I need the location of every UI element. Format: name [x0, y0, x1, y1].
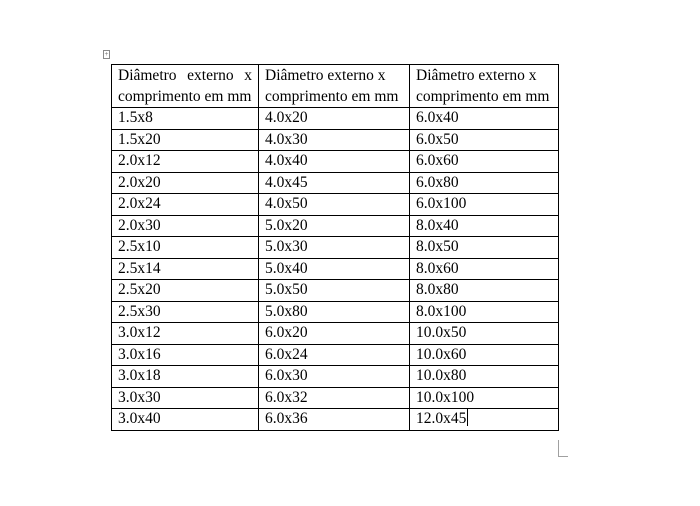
table-cell[interactable]: 8.0x80 [410, 280, 559, 302]
table-cell[interactable]: 5.0x40 [259, 258, 410, 280]
header-cell-1[interactable]: Diâmetro externo x comprimento em mm [112, 65, 259, 108]
table-cell[interactable]: 6.0x24 [259, 344, 410, 366]
table-header-row [112, 65, 559, 108]
table-cell[interactable]: 8.0x60 [410, 258, 559, 280]
table-cell[interactable]: 3.0x40 [112, 409, 259, 431]
table-cell[interactable]: 2.0x20 [112, 172, 259, 194]
table-row [112, 366, 559, 388]
table-cell[interactable]: 2.0x30 [112, 215, 259, 237]
table-cell[interactable]: 1.5x8 [112, 108, 259, 130]
table-cell[interactable]: 6.0x60 [410, 151, 559, 173]
table-cell[interactable]: 10.0x100 [410, 387, 559, 409]
table-cell[interactable]: 6.0x100 [410, 194, 559, 216]
table-move-handle-icon[interactable]: + [104, 50, 109, 58]
table-row [112, 301, 559, 323]
table-row [112, 387, 559, 409]
table-cell[interactable]: 2.0x24 [112, 194, 259, 216]
table-cell[interactable]: 10.0x80 [410, 366, 559, 388]
text-cursor [467, 409, 468, 426]
table-cell[interactable]: 5.0x20 [259, 215, 410, 237]
table-cell[interactable]: 3.0x16 [112, 344, 259, 366]
table-cell[interactable]: 4.0x20 [259, 108, 410, 130]
table-cell[interactable]: 1.5x20 [112, 129, 259, 151]
table-row [112, 194, 559, 216]
table-cell[interactable]: 4.0x30 [259, 129, 410, 151]
table-cell[interactable]: 6.0x20 [259, 323, 410, 345]
table-row [112, 344, 559, 366]
table-cell[interactable]: 5.0x50 [259, 280, 410, 302]
table-cell[interactable]: 2.5x10 [112, 237, 259, 259]
table-cell[interactable]: 2.0x12 [112, 151, 259, 173]
table-row [112, 215, 559, 237]
table-cell[interactable]: 6.0x36 [259, 409, 410, 431]
table-cell[interactable]: 3.0x30 [112, 387, 259, 409]
table-row [112, 108, 559, 130]
table-cell[interactable]: 8.0x100 [410, 301, 559, 323]
table-row [112, 258, 559, 280]
table-cell[interactable]: 4.0x40 [259, 151, 410, 173]
table-cell[interactable]: 2.5x30 [112, 301, 259, 323]
table-cell[interactable]: 6.0x40 [410, 108, 559, 130]
table-cell[interactable]: 8.0x50 [410, 237, 559, 259]
table-cell[interactable]: 4.0x50 [259, 194, 410, 216]
header-cell-2[interactable]: Diâmetro externo x comprimento em mm [259, 65, 410, 108]
cell-text: 12.0x45 [416, 410, 467, 427]
table-cell[interactable]: 2.5x14 [112, 258, 259, 280]
table-cell[interactable]: 6.0x50 [410, 129, 559, 151]
table-cell[interactable]: 2.5x20 [112, 280, 259, 302]
table-cell[interactable]: 6.0x80 [410, 172, 559, 194]
table-cell[interactable]: 3.0x12 [112, 323, 259, 345]
table-cell[interactable]: 5.0x80 [259, 301, 410, 323]
table-row [112, 129, 559, 151]
table-cell[interactable]: 6.0x32 [259, 387, 410, 409]
table-cell[interactable]: 5.0x30 [259, 237, 410, 259]
header-cell-3[interactable]: Diâmetro externo x comprimento em mm [410, 65, 559, 108]
table-cell-active[interactable] [410, 409, 559, 431]
table-cell[interactable]: 3.0x18 [112, 366, 259, 388]
table-cell[interactable]: 6.0x30 [259, 366, 410, 388]
table-cell[interactable]: 8.0x40 [410, 215, 559, 237]
table-row [112, 237, 559, 259]
diameter-length-table [111, 64, 559, 431]
table-row [112, 323, 559, 345]
table-row [112, 409, 559, 431]
table-resize-handle-icon[interactable] [558, 440, 568, 457]
table-cell[interactable]: 4.0x45 [259, 172, 410, 194]
table-row [112, 151, 559, 173]
table-row [112, 280, 559, 302]
table-cell[interactable]: 10.0x50 [410, 323, 559, 345]
table-row [112, 172, 559, 194]
table-cell[interactable]: 10.0x60 [410, 344, 559, 366]
